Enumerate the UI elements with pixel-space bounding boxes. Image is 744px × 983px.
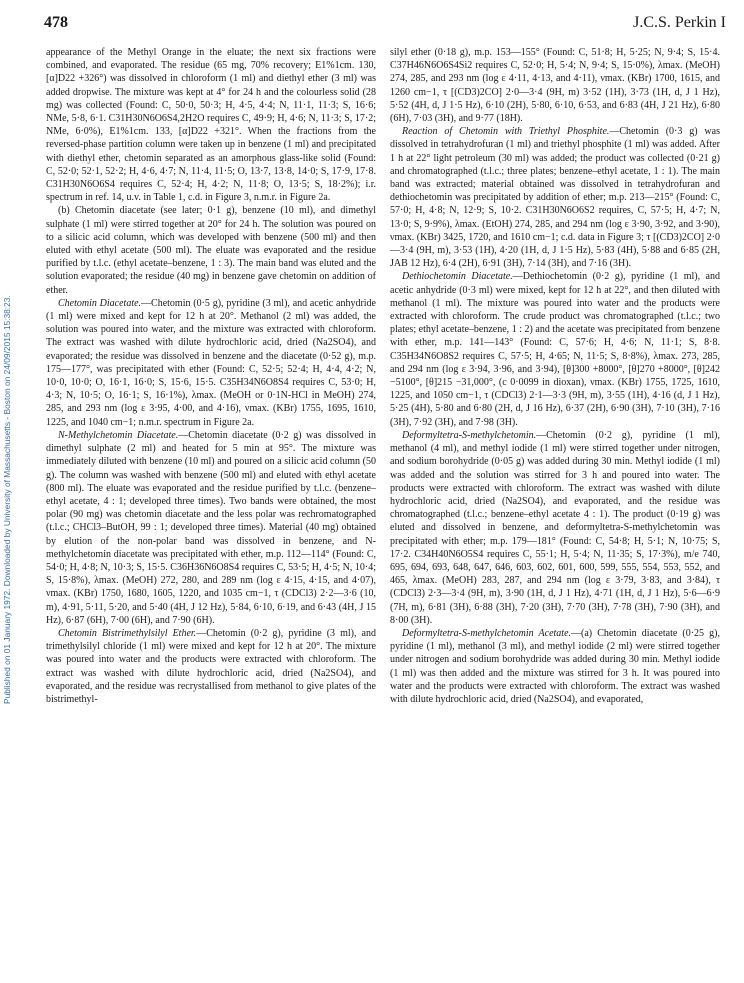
- paragraph-text: —Dethiochetomin (0·2 g), pyridine (1 ml), and acetic anhydride (0·3 ml) were mixed, kept for 12 h at 22°, and then diluted with methanol (1 ml). The mixture was poured into water and the products were extracted with chloroform. The crude product was chromatographed (t.l.c.; two plates; ethyl acetate–benzene, 1 : 2) and the acetate was precipitated from benzene with ether, m.p. 141—143° (Found: C, 57·6; H, 4·6; N, 11·1; S, 8·8. C35H34N6O8S2 requires C, 57·5; H, 4·65; N, 11·5; S, 8·8%), λmax. 273, 285, and 294 nm (log ε 3·94, 3·96, and 3·94), [θ]300 +8000°, [θ]270 +8000°, [θ]242 −5100°, [θ]215 −31,000°, (c 0·0099 in dioxan), νmax. (KBr) 1755, 1725, 1610, 1225, and 1050 cm−1, τ (CDCl3) 2·1—3·3 (9H, m), 3·55 (1H), 4·16 (d, J 1 Hz), 5·25 (4H), 5·80 and 6·80 (2H, d, J 16 Hz), 6·37 (2H), 6·90 (3H), 7·10 (3H), 7·16 (3H), 7·92 (3H), and 7·98 (3H).: [390, 271, 720, 428]
- paragraph: [390, 270, 720, 428]
- page-number: 478: [44, 14, 68, 31]
- paragraph-text: —Chetomin (0·2 g), pyridine (1 ml), methanol (4 ml), and methyl iodide (1 ml) were stirred together under nitrogen, and sodium borohydride (0·05 g) was added during 30 min. Methyl iodide (1 ml) was added and the solution was stirred for 3 h and poured into water. The products were extracted with chloroform. The extract was washed with dilute hydrochloric acid, dried (Na2SO4), and evaporated, and the residue was chromatographed (t.l.c.; benzene–ethyl acetate 4 : 1). The product (0·19 g) was eluted and dissolved in benzene, and deformyltetra-S-methylchetomin was precipitated with ether; m.p. 179—181° (Found: C, 54·8; H, 5·1; N, 10·75; S, 17·2. C34H40N6O5S4 requires C, 55·1; H, 5·4; N, 11·35; S, 17·3%), m/e 740, 695, 694, 693, 648, 647, 646, 603, 602, 601, 600, 599, 555, 554, 553, 552, and 465, λmax. (MeOH) 283, 287, and 294 nm (log ε 3·79, 3·83, and 3·84), τ (CDCl3) 2·3—3·4 (9H, m), 3·90 (1H, d, J 1 Hz), 4·71 (1H, d, J 1 Hz), 5·6—6·9 (7H, m), 6·81 (3H), 6·88 (3H), 7·20 (3H), 7·70 (3H), 7·78 (3H), 7·90 (3H), and 8·00 (3H).: [390, 429, 720, 626]
- left-column: [46, 46, 376, 976]
- right-column: [390, 46, 720, 976]
- paragraph: [390, 429, 720, 627]
- paragraph: [46, 204, 376, 296]
- paragraph: [46, 627, 376, 706]
- section-heading: Deformyltetra-S-methylchetomin.: [402, 429, 537, 441]
- section-heading: N-Methylchetomin Diacetate.: [58, 429, 179, 441]
- page-header: [44, 14, 726, 40]
- paragraph: [46, 46, 376, 204]
- section-heading: Deformyltetra-S-methylchetomin Acetate.: [402, 627, 572, 639]
- section-heading: Dethiochetomin Diacetate.: [402, 271, 513, 283]
- paragraph: [390, 627, 720, 706]
- section-heading: Chetomin Bistrimethylsilyl Ether.: [58, 627, 197, 639]
- paragraph: [390, 46, 720, 125]
- paragraph: [390, 125, 720, 270]
- paragraph-text: —Chetomin (0·5 g), pyridine (3 ml), and acetic anhydride (1 ml) were mixed and kept for 12 h at 20°. Methanol (2 ml) was added, the solution was poured into water, and the mixture was extracted with chloroform. The extract was washed with dilute hydrochloric acid, dried (Na2SO4), and evaporated; the residue was dissolved in benzene and the diacetate (0·52 g), m.p. 175—177°, was precipitated with ether (Found: C, 52·5; 52·4; H, 4·4, 4·2; N, 10·0, 10·0; O, 16·1, 16·0; S, 15·6, 15·5. C35H34N6O8S4 requires C, 53·0; H, 4·3; N, 10·5; O, 16·1; S, 16·1%), λmax. (MeOH or 0·1N-HCl in MeOH) 274, 285, and 293 nm (log ε 3·95, 4·00, and 4·16), νmax. (KBr) 1755, 1695, 1610, 1225, and 1040 cm−1; n.m.r. spectrum in Figure 2a.: [46, 297, 376, 428]
- section-heading: Reaction of Chetomin with Triethyl Phosphite.: [402, 126, 610, 138]
- paragraph-text: —Chetomin diacetate (0·2 g) was dissolved in dimethyl sulphate (2 ml) and heated for 5 min at 95°. The mixture was immediately diluted with benzene (10 ml) and poured on a silicic acid column (50 g). The column was washed with benzene (500 ml) and eluted with ethyl acetate (800 ml). The eluate was evaporated and the residue purified by t.l.c. (benzene–ethyl acetate, 4 : 1; developed three times). Two bands were obtained, the most polar (90 mg) was chetomin diacetate and the less polar was rechromatographed (t.l.c.; CHCl3–ButOH, 99 : 1; developed three times). Material (40 mg) obtained by elution of the non-polar band was dissolved in benzene, and N-methylchetomin diacetate was precipitated with ether, m.p. 112—114° (Found: C, 54·0; H, 4·8; N, 10·3; S, 15·5. C36H36N6O8S4 requires C, 53·5; H, 4·5; N, 10·4; S, 15·8%), λmax. (MeOH) 272, 280, and 289 nm (log ε 4·15, 4·15, and 4·07), νmax. (KBr) 1750, 1680, 1605, 1220, and 1035 cm−1, τ (CDCl3) 2·2—3·6 (10, m), 4·91, 5·11, 5·20, and 5·40 (4H, J 12 Hz), 5·84, 6·10, 6·19, and 6·43 (4H, J 15 Hz), 6·87 (6H), 7·00 (6H), and 7·90 (6H).: [46, 429, 376, 626]
- paragraph-text: (b) Chetomin diacetate (see later; 0·1 g), benzene (10 ml), and dimethyl sulphate (1 ml) were stirred together at 20° for 24 h. The solution was poured on to a silicic acid column, which was developed with benzene (500 ml) and then eluted with ethyl acetate (500 ml). The eluate was evaporated and the residue purified by t.l.c. (ethyl acetate–benzene, 1 : 3). The main band was eluted and the solution evaporated; the residue (40 mg) in benzene gave chetomin on addition of ether.: [46, 205, 376, 296]
- paragraph-text: silyl ether (0·18 g), m.p. 153—155° (Found: C, 51·8; H, 5·25; N, 9·4; S, 15·4. C37H46N6O6S4Si2 requires C, 52·0; H, 5·4; N, 9·4; S, 15·0%), λmax. (MeOH) 274, 285, and 293 nm (log ε 4·11, 4·13, and 4·11), νmax. (KBr) 1700, 1615, and 1260 cm−1, τ [(CD3)2CO] 2·0—3·4 (9H, m) 3·52 (1H), 3·73 (1H, d, J 1 Hz), 5·52 (4H, d, J 1·5 Hz), 6·10 (2H), 5·80, 6·10, 6·53, and 6·83 (4H, J 21 Hz), 6·80 (6H), 7·03 (3H), and 9·77 (18H).: [390, 47, 720, 125]
- paragraph: [46, 297, 376, 429]
- paragraph-text: —Chetomin (0·3 g) was dissolved in tetrahydrofuran (1 ml) and triethyl phosphite (1 ml) was added. After 1 h at 22° light petroleum (30 ml) was added; the product was collected (0·21 g) and chromatographed (t.l.c.; three plates; benzene–ethyl acetate, 1 : 1). The main band was extracted; material obtained was dissolved in tetrahydrofuran and dethiochetomin was precipitated by addition of ether; m.p. 213—215° (Found: C, 57·0; H, 4·8; N, 12·9; S, 10·2. C31H30N6O6S2 requires, C, 57·5; H, 4·7; N, 13·0; S, 9·9%), λmax. (EtOH) 274, 285, and 294 nm (log ε 3·90, 3·92, and 3·90), νmax. (KBr) 3425, 1720, and 1610 cm−1; c.d. data in Figure 3; τ [(CD3)2CO] 2·0—3·4 (9H, m), 3·53 (1H), 4·20 (1H, d, J 1·5 Hz), 5·83 (4H), 5·88 and 6·85 (2H, JAB 12 Hz), 6·4 (2H), 6·91 (3H), 7·14 (3H), and 7·16 (3H).: [390, 126, 720, 270]
- download-watermark: Published on 01 January 1972. Downloaded by University of Massachusetts - Boston on 24/09/2015 15:38:23.: [2, 295, 12, 705]
- section-heading: Chetomin Diacetate.: [58, 297, 142, 309]
- paragraph-text: —(a) Chetomin diacetate (0·25 g), pyridine (1 ml), methanol (3 ml), and methyl iodide (2 ml) were stirred together under nitrogen and sodium borohydride was added during 30 min. Methyl iodide (1 ml) was then added and the mixture was stirred for 3 h. It was poured into water and the products were extracted with chloroform. The extract was washed with dilute hydrochloric acid, dried (Na2SO4), and evaporated,: [390, 627, 720, 705]
- paragraph: [46, 429, 376, 627]
- paragraph-text: —Chetomin (0·2 g), pyridine (3 ml), and trimethylsilyl chloride (1 ml) were mixed and kept for 12 h at 20°. The mixture was poured into water and the products were extracted with chloroform. The extract was washed with dilute hydrochloric acid, dried (Na2SO4), and evaporated, and the residue was recrystallised from methanol to give plates of the bistrimethyl-: [46, 627, 376, 705]
- journal-name: J.C.S. Perkin I: [633, 14, 726, 31]
- paragraph-text: appearance of the Methyl Orange in the eluate; the next six fractions were combined, and evaporated. The residue (65 mg, 70% recovery; E1%1cm. 130, [α]D22 +326°) was dissolved in chloroform (1 ml) and diethyl ether (3 ml) was added dropwise. The mixture was kept at 4° for 24 h and the colourless solid (28 mg) was collected (Found: C, 50·0, 50·3; H, 4·5, 4·4; N, 11·1, 11·3; S, 16·6; NMe, 5·8, 6·1. C31H30N6O6S4,2H2O requires C, 49·9; H, 4·6; N, 11·3; S, 17·2; NMe, 6·0%), E1%1cm. 133, [α]D22 +321°. When the fractions from the reversed-phase partition column were taken up in benzene (1 ml) and precipitated with diethyl ether, chetomin separated as an amorphous glass-like solid (Found: C, 52·0; 52·1, 52·2; H, 4·6, 4·7; N, 11·4, 11·5; O, 13·7, 13·8, 14·0; S, 17·9, 17·8. C31H30N6O6S4 requires C, 52·4; H, 4·2; N, 11·8; O, 13·5; S, 18·2%); i.r. spectrum in ref. 14, u.v. in Table 1, c.d. in Figure 3, n.m.r. in Figure 2a.: [46, 47, 376, 204]
